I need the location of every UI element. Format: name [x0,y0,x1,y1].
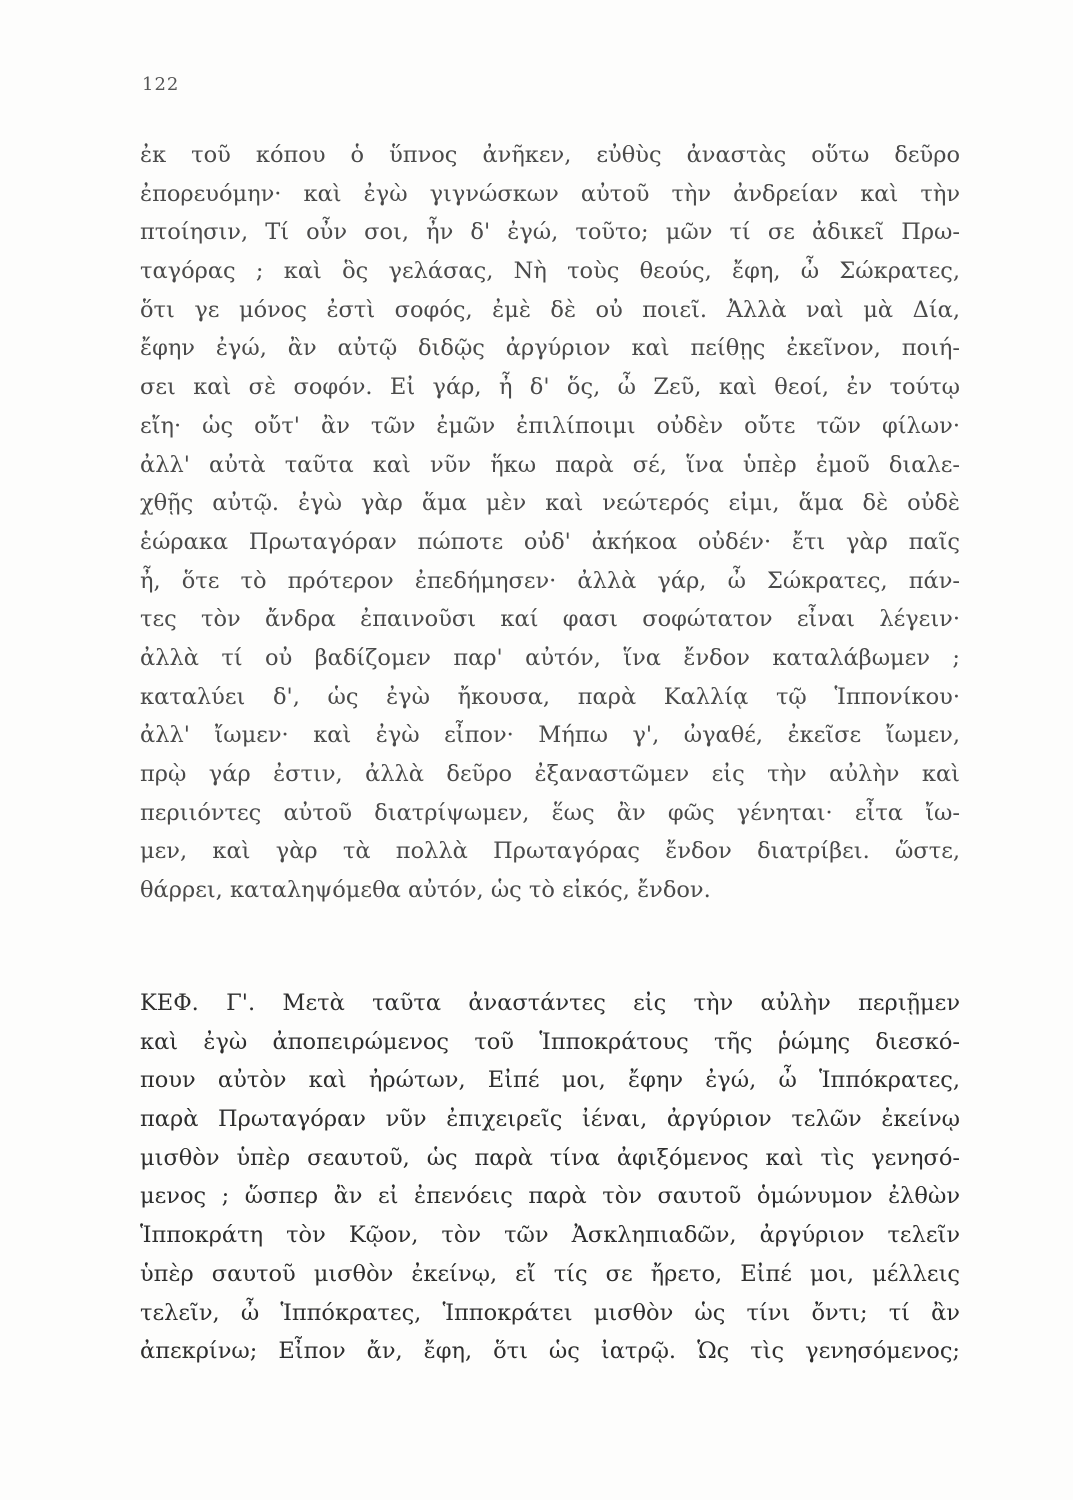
text-line: τελεῖν, ὦ Ἱππόκρατες, Ἱπποκράτει μισθὸν ὡς τίνι ὄντι; τί ἂν [140,1299,960,1326]
text-line: καὶ ἐγὼ ἀποπειρώμενος τοῦ Ἱπποκράτους τῆς ῥώμης διεσκό- [140,1028,960,1055]
text-line: ὑπὲρ σαυτοῦ μισθὸν ἐκείνῳ, εἴ τίς σε ἤρετο, Εἰπέ μοι, μέλλεις [140,1260,960,1287]
text-line: ἀλλὰ τί οὐ βαδίζομεν παρ' αὐτόν, ἵνα ἔνδον καταλάβωμεν ; [140,644,960,671]
text-line: ἐκ τοῦ κόπου ὁ ὕπνος ἀνῆκεν, εὐθὺς ἀναστὰς οὕτω δεῦρο [140,142,960,168]
text-line: πτοίησιν, Τί οὖν σοι, ἦν δ' ἐγώ, τοῦτο; μῶν τί σε ἀδικεῖ Πρω- [140,219,960,246]
text-line: θάρρει, καταληψόμεθα αὐτόν, ὡς τὸ εἰκός, ἔνδον. [140,877,711,904]
text-line: ταγόρας ; καὶ ὃς γελάσας, Νὴ τοὺς θεούς, ἔφη, ὦ Σώκρατες, [140,258,960,285]
text-line: ἦ, ὅτε τὸ πρότερον ἐπεδήμησεν· ἀλλὰ γάρ, ὦ Σώκρατες, πάν- [140,567,960,594]
chapter-heading-line: ΚΕΦ. Γ'. Μετὰ ταῦτα ἀναστάντες εἰς τὴν αὐλὴν περιῇμεν [140,990,960,1016]
text-line: εἴη· ὡς οὔτ' ἂν τῶν ἐμῶν ἐπιλίποιμι οὐδὲν οὔτε τῶν φίλων· [140,412,960,439]
text-line: ἀλλ' ἴωμεν· καὶ ἐγὼ εἶπον· Μήπω γ', ὠγαθέ, ἐκεῖσε ἴωμεν, [140,722,960,749]
text-line: ἐπορευόμην· καὶ ἐγὼ γιγνώσκων αὐτοῦ τὴν ἀνδρείαν καὶ τὴν [140,180,960,207]
text-line: τες τὸν ἄνδρα ἐπαινοῦσι καί φασι σοφώτατον εἶναι λέγειν· [140,606,960,633]
paragraph-chapter-3 [140,984,960,1371]
paragraph-dialogue [140,136,960,910]
text-line: καταλύει δ', ὡς ἐγὼ ἤκουσα, παρὰ Καλλίᾳ τῷ Ἱππονίκου· [140,683,960,710]
text-line: ἔφην ἐγώ, ἂν αὐτῷ διδῷς ἀργύριον καὶ πείθῃς ἐκεῖνον, ποιή- [140,335,960,362]
text-line: πρῲ γάρ ἐστιν, ἀλλὰ δεῦρο ἐξαναστῶμεν εἰς τὴν αὐλὴν καὶ [140,761,960,787]
text-line: μισθὸν ὑπὲρ σεαυτοῦ, ὡς παρὰ τίνα ἀφιξόμενος καὶ τὶς γενησό- [140,1144,960,1171]
text-line: παρὰ Πρωταγόραν νῦν ἐπιχειρεῖς ἰέναι, ἀργύριον τελῶν ἐκείνῳ [140,1106,960,1133]
text-line: χθῇς αὐτῷ. ἐγὼ γὰρ ἅμα μὲν καὶ νεώτερός εἰμι, ἅμα δὲ οὐδὲ [140,490,960,517]
text-line: Ἱπποκράτη τὸν Κῷον, τὸν τῶν Ἀσκληπιαδῶν, ἀργύριον τελεῖν [140,1222,960,1249]
text-line: ἀπεκρίνω; Εἶπον ἄν, ἔφη, ὅτι ὡς ἰατρῷ. Ὡς τὶς γενησόμενος; [140,1338,960,1365]
text-line: ἀλλ' αὐτὰ ταῦτα καὶ νῦν ἥκω παρὰ σέ, ἵνα ὑπὲρ ἐμοῦ διαλε- [140,451,960,478]
text-line: πουν αὐτὸν καὶ ἠρώτων, Εἰπέ μοι, ἔφην ἐγώ, ὦ Ἱππόκρατες, [140,1067,960,1094]
text-line: μεν, καὶ γὰρ τὰ πολλὰ Πρωταγόρας ἔνδον διατρίβει. ὥστε, [140,838,960,865]
page-number: 122 [142,74,180,95]
text-line: σει καὶ σὲ σοφόν. Εἰ γάρ, ἦ δ' ὅς, ὦ Ζεῦ, καὶ θεοί, ἐν τούτῳ [140,374,960,401]
text-line: ὅτι γε μόνος ἐστὶ σοφός, ἐμὲ δὲ οὐ ποιεῖ. Ἀλλὰ ναὶ μὰ Δία, [140,296,960,323]
text-line: μενος ; ὥσπερ ἂν εἰ ἐπενόεις παρὰ τὸν σαυτοῦ ὁμώνυμον ἐλθὼν [140,1183,960,1210]
text-line: περιιόντες αὐτοῦ διατρίψωμεν, ἕως ἂν φῶς γένηται· εἶτα ἴω- [140,799,960,826]
text-line: ἑώρακα Πρωταγόραν πώποτε οὐδ' ἀκήκοα οὐδέν· ἔτι γὰρ παῖς [140,528,960,555]
